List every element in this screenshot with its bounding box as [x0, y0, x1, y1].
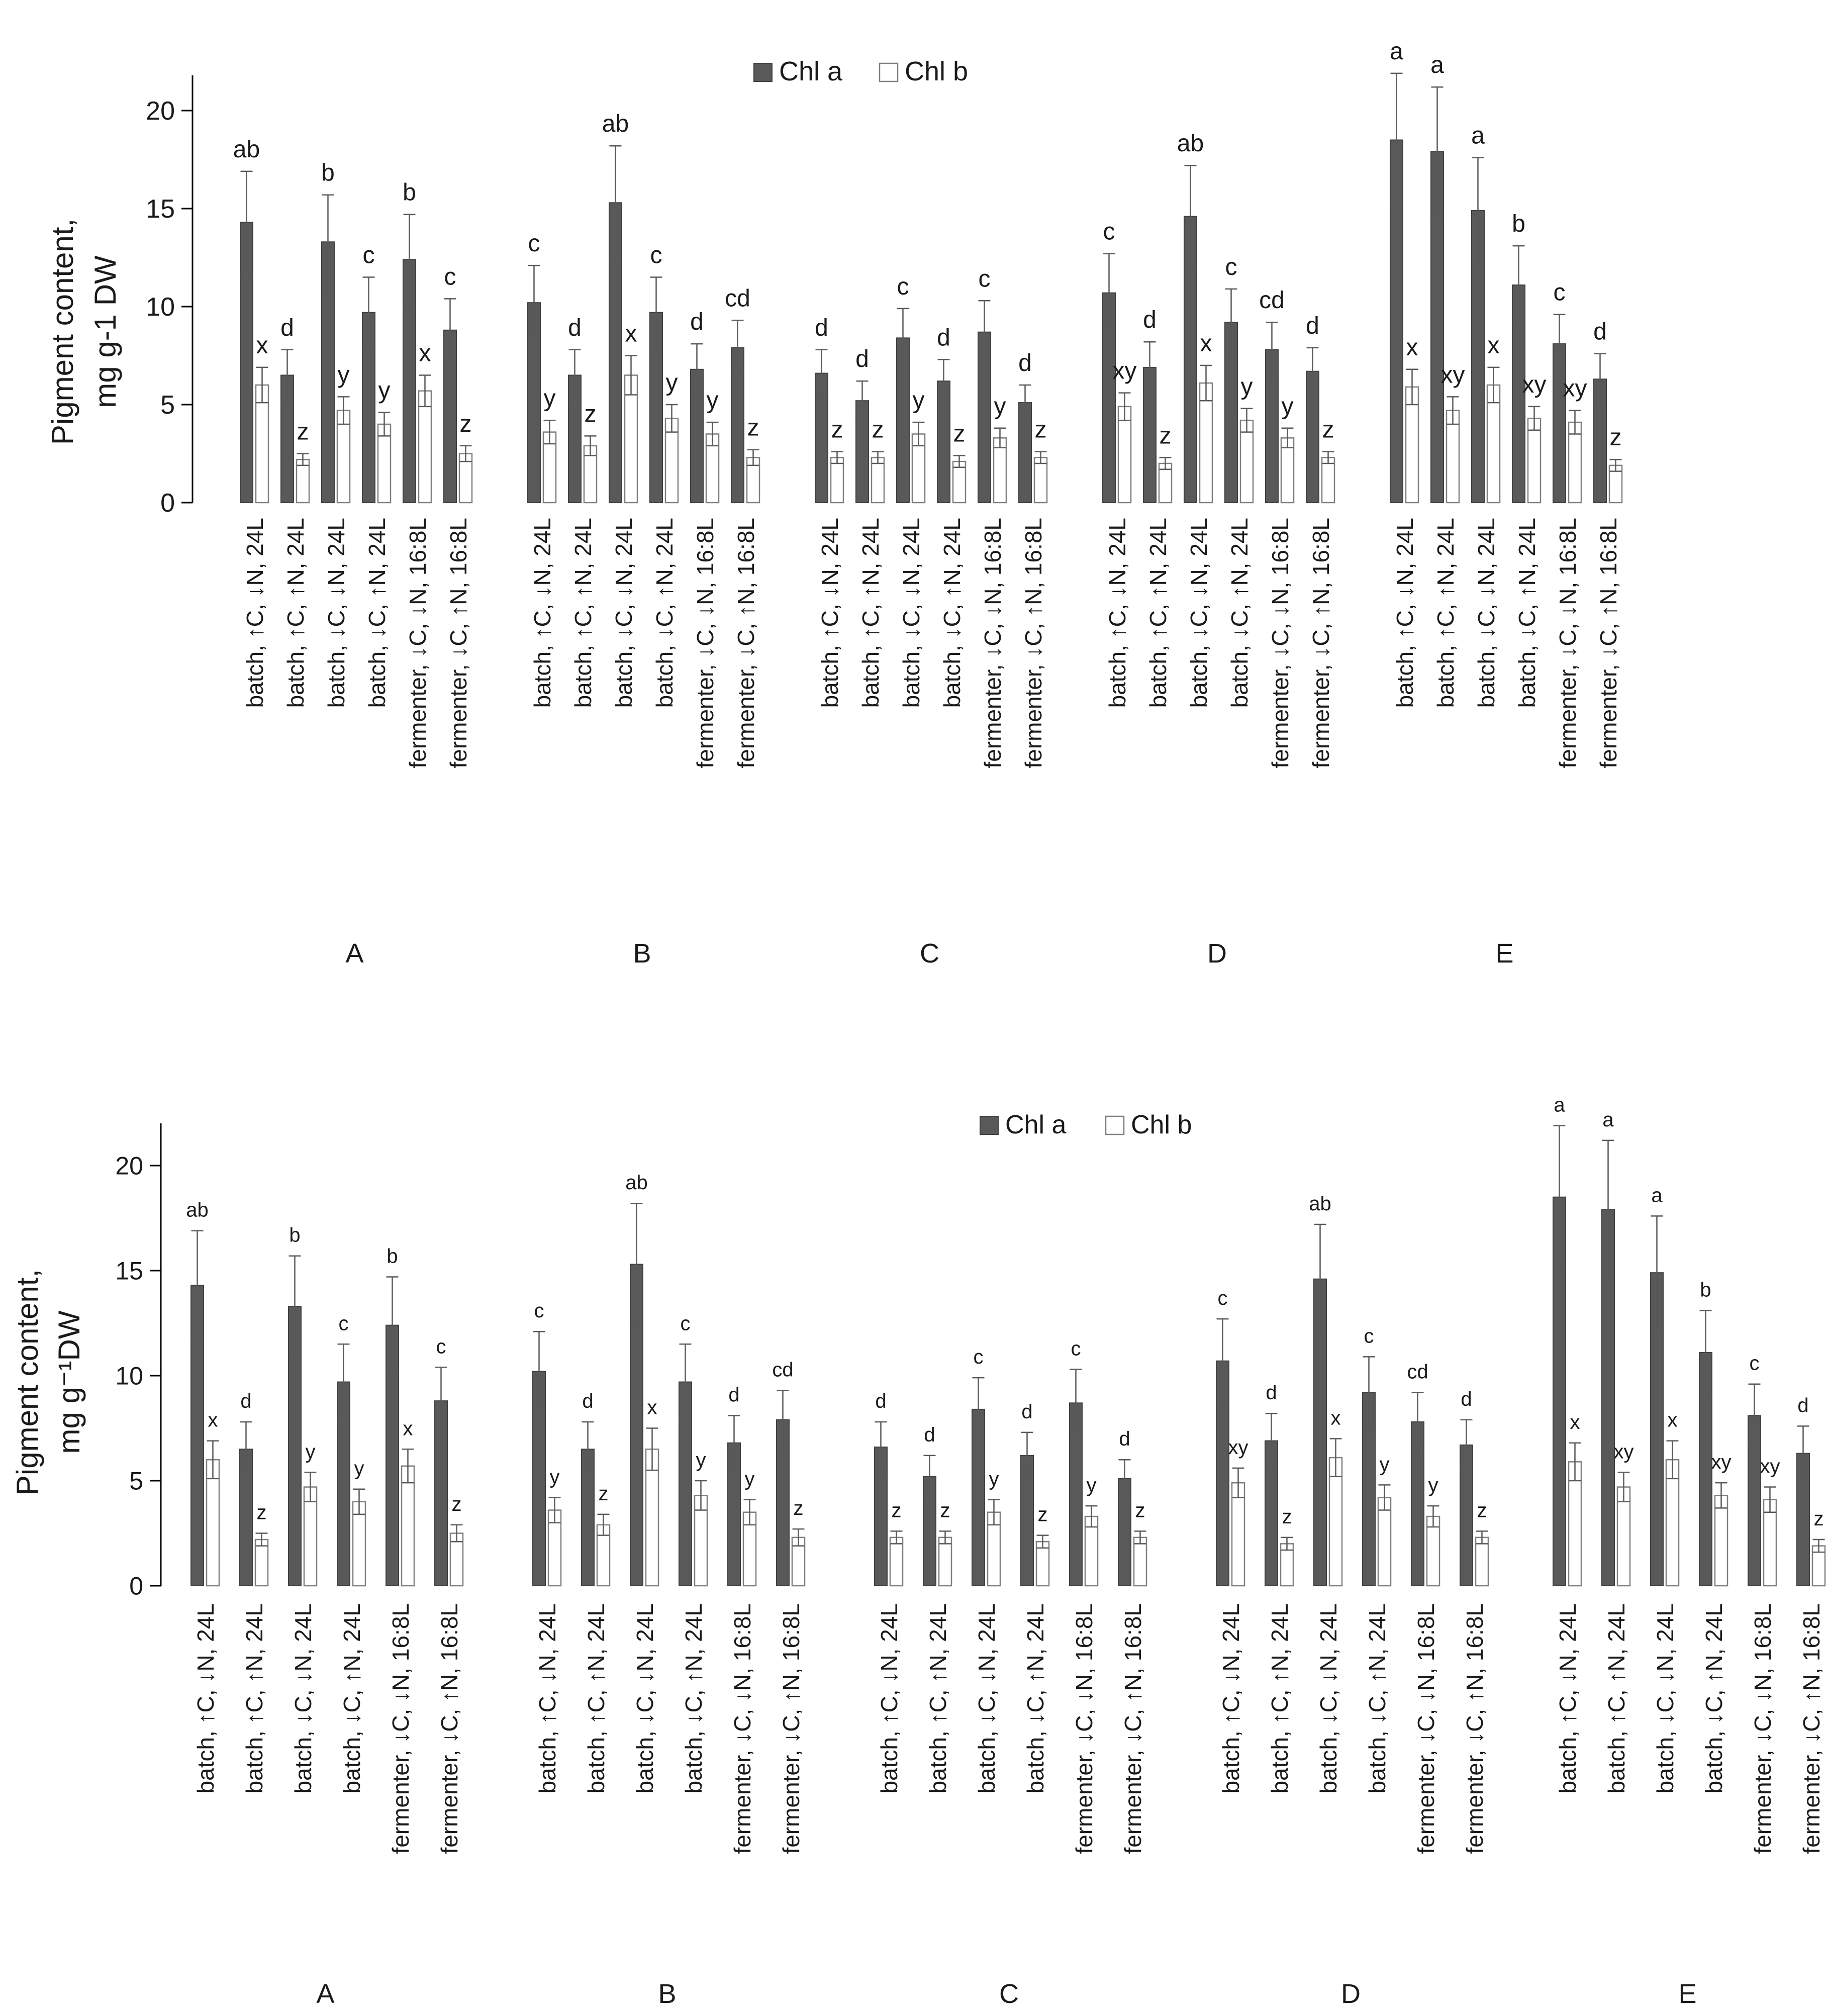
category-label: batch, ↓C, ↑N, 24L — [651, 518, 678, 708]
sig-label-chl-a: c — [1103, 218, 1115, 245]
sig-label-chl-a: d — [1593, 318, 1607, 345]
sig-label-chl-b: y — [549, 1466, 560, 1488]
group-label: C — [920, 938, 939, 969]
group-label: E — [1495, 938, 1514, 969]
sig-label-chl-b: x — [1406, 334, 1418, 361]
sig-label-chl-a: c — [650, 242, 662, 269]
sig-label-chl-a: c — [680, 1312, 691, 1335]
y-tick-label: 20 — [115, 1151, 143, 1180]
sig-label-chl-b: z — [953, 420, 966, 447]
sig-label-chl-b: y — [696, 1449, 706, 1471]
sig-label-chl-a: c — [973, 1346, 984, 1369]
sig-label-chl-b: z — [256, 1501, 267, 1524]
y-tick-label: 10 — [115, 1362, 143, 1390]
sig-label-chl-a: d — [1143, 307, 1157, 334]
category-label: fermenter, ↓C, ↓N, 16:8L — [1750, 1603, 1776, 1854]
group-E — [1553, 1094, 1825, 2009]
sig-label-chl-a: c — [897, 273, 909, 300]
category-label: fermenter, ↓C, ↑N, 16:8L — [436, 1603, 462, 1854]
sig-label-chl-a: c — [362, 242, 375, 269]
sig-label-chl-a: ab — [1177, 130, 1204, 157]
sig-label-chl-b: z — [1037, 1503, 1048, 1526]
category-label: batch, ↓C, ↑N, 24L — [1364, 1603, 1390, 1794]
category-label: batch, ↓C, ↑N, 24L — [364, 518, 390, 708]
sig-label-chl-a: d — [690, 309, 704, 336]
group-label: E — [1678, 1979, 1697, 2009]
sig-label-chl-b: y — [337, 361, 350, 389]
sig-label-chl-a: b — [321, 159, 335, 186]
sig-label-chl-b: x — [1330, 1407, 1341, 1429]
legend — [754, 56, 968, 86]
sig-label-chl-b: y — [912, 387, 925, 414]
sig-label-chl-b: y — [1379, 1453, 1390, 1476]
sig-label-chl-a: a — [1554, 1094, 1565, 1116]
sig-label-chl-a: a — [1390, 38, 1403, 65]
category-label: batch, ↑C, ↑N, 24L — [583, 1603, 609, 1794]
category-label: batch, ↓C, ↓N, 24L — [1652, 1603, 1678, 1794]
category-label: batch, ↑C, ↓N, 24L — [242, 518, 268, 708]
group-C — [875, 1337, 1146, 2009]
category-label: batch, ↑C, ↑N, 24L — [282, 518, 309, 708]
bar-chl-b — [255, 1540, 268, 1586]
sig-label-chl-a: c — [1217, 1287, 1228, 1310]
sig-label-chl-b: xy — [1112, 357, 1137, 385]
sig-label-chl-a: cd — [772, 1359, 794, 1381]
category-label: fermenter, ↓C, ↓N, 16:8L — [729, 1603, 755, 1854]
sig-label-chl-b: x — [208, 1409, 218, 1431]
sig-label-chl-a: c — [1364, 1325, 1374, 1348]
y-tick-label: 10 — [146, 293, 175, 322]
sig-label-chl-b: x — [1200, 330, 1212, 357]
category-label: batch, ↑C, ↑N, 24L — [241, 1603, 267, 1794]
sig-label-chl-b: z — [1609, 424, 1622, 451]
category-label: fermenter, ↓C, ↑N, 16:8L — [733, 518, 759, 769]
sig-label-chl-b: z — [872, 416, 884, 443]
sig-label-chl-b: z — [1159, 422, 1172, 449]
sig-label-chl-a: d — [280, 314, 294, 341]
category-label: fermenter, ↓C, ↑N, 16:8L — [445, 518, 471, 769]
sig-label-chl-b: xy — [1563, 375, 1587, 402]
category-label: batch, ↑C, ↑N, 24L — [925, 1603, 951, 1794]
sig-label-chl-b: y — [305, 1441, 316, 1463]
legend-label-chl-b: Chl b — [905, 56, 969, 86]
category-label: batch, ↑C, ↓N, 24L — [1555, 1603, 1581, 1794]
category-label: fermenter, ↓C, ↓N, 16:8L — [1071, 1603, 1097, 1854]
category-label: fermenter, ↓C, ↓N, 16:8L — [388, 1603, 414, 1854]
category-label: batch, ↑C, ↑N, 24L — [1267, 1603, 1293, 1794]
sig-label-chl-b: y — [989, 1468, 999, 1490]
category-label: fermenter, ↓C, ↑N, 16:8L — [778, 1603, 804, 1854]
sig-label-chl-a: ab — [1309, 1193, 1331, 1215]
bar-chl-b — [1528, 418, 1541, 503]
category-label: batch, ↓C, ↓N, 24L — [632, 1603, 658, 1794]
category-label: batch, ↓C, ↓N, 24L — [898, 518, 924, 708]
category-label: batch, ↑C, ↓N, 24L — [817, 518, 843, 708]
sig-label-chl-a: c — [1553, 279, 1566, 306]
group-D — [1216, 1193, 1488, 2009]
sig-label-chl-b: xy — [1613, 1441, 1634, 1463]
legend-swatch-chl-b — [880, 63, 898, 81]
sig-label-chl-a: ab — [602, 111, 629, 138]
sig-label-chl-b: z — [584, 401, 597, 428]
sig-label-chl-a: ab — [625, 1172, 648, 1194]
category-label: batch, ↓C, ↓N, 24L — [323, 518, 349, 708]
legend-label-chl-b: Chl b — [1131, 1110, 1192, 1139]
sig-label-chl-a: d — [875, 1390, 887, 1412]
category-label: batch, ↓C, ↑N, 24L — [1022, 1603, 1048, 1794]
sig-label-chl-b: y — [1428, 1474, 1438, 1497]
sig-label-chl-a: d — [937, 324, 950, 351]
sig-label-chl-a: a — [1430, 52, 1444, 79]
sig-label-chl-b: y — [1086, 1474, 1097, 1497]
sig-label-chl-a: d — [1018, 350, 1032, 376]
sig-label-chl-b: z — [459, 410, 472, 437]
category-label: fermenter, ↓C, ↑N, 16:8L — [1120, 1603, 1146, 1854]
group-label: A — [316, 1979, 335, 2009]
bar-chl-b — [1118, 407, 1131, 503]
bar-chl-b — [1715, 1495, 1727, 1586]
bar-chl-b — [419, 391, 431, 503]
category-label: batch, ↓C, ↑N, 24L — [939, 518, 965, 708]
sig-label-chl-b: z — [831, 416, 843, 443]
category-label: batch, ↑C, ↓N, 24L — [1104, 518, 1130, 708]
category-label: batch, ↑C, ↑N, 24L — [1603, 1603, 1629, 1794]
sig-label-chl-a: c — [444, 263, 456, 291]
sig-label-chl-a: a — [1471, 122, 1485, 149]
bar-chl-b — [1232, 1483, 1244, 1586]
sig-label-chl-b: z — [891, 1499, 902, 1522]
category-label: fermenter, ↓C, ↑N, 16:8L — [1308, 518, 1334, 769]
category-label: fermenter, ↓C, ↑N, 16:8L — [1798, 1603, 1824, 1854]
bar-chl-b — [1322, 457, 1334, 503]
group-A — [186, 1199, 463, 2009]
category-label: batch, ↑C, ↓N, 24L — [534, 1603, 560, 1794]
y-axis-label: Pigment content, — [46, 218, 79, 445]
sig-label-chl-b: xy — [1440, 361, 1465, 389]
legend-label-chl-a: Chl a — [1005, 1110, 1067, 1139]
group-B — [533, 1172, 805, 2009]
category-label: batch, ↓C, ↑N, 24L — [339, 1603, 365, 1794]
category-label: batch, ↑C, ↑N, 24L — [1432, 518, 1459, 708]
category-label: batch, ↓C, ↑N, 24L — [1514, 518, 1540, 708]
sig-label-chl-b: z — [793, 1497, 804, 1520]
legend-swatch-chl-b — [1106, 1116, 1124, 1134]
category-label: fermenter, ↓C, ↓N, 16:8L — [692, 518, 718, 769]
legend-swatch-chl-a — [980, 1116, 998, 1134]
sig-label-chl-b: y — [1281, 393, 1294, 420]
sig-label-chl-a: d — [1021, 1400, 1033, 1423]
sig-label-chl-b: y — [354, 1457, 364, 1480]
sig-label-chl-a: d — [568, 314, 582, 341]
category-label: batch, ↓C, ↑N, 24L — [1701, 1603, 1727, 1794]
sig-label-chl-b: x — [403, 1417, 413, 1440]
sig-label-chl-b: xy — [1711, 1451, 1732, 1474]
sig-label-chl-a: ab — [186, 1199, 209, 1221]
category-label: fermenter, ↓C, ↓N, 16:8L — [1267, 518, 1293, 769]
category-label: fermenter, ↓C, ↓N, 16:8L — [1555, 518, 1581, 769]
sig-label-chl-a: ab — [233, 136, 260, 163]
sig-label-chl-a: d — [815, 314, 828, 341]
category-label: batch, ↓C, ↓N, 24L — [1315, 1603, 1341, 1794]
sig-label-chl-b: y — [994, 393, 1006, 420]
y-axis-label-unit: mg g-1 DW — [88, 255, 122, 408]
category-label: fermenter, ↓C, ↑N, 16:8L — [1595, 518, 1621, 769]
sig-label-chl-a: d — [1797, 1394, 1809, 1417]
category-label: fermenter, ↓C, ↑N, 16:8L — [1462, 1603, 1488, 1854]
sig-label-chl-b: x — [419, 340, 431, 367]
sig-label-chl-a: cd — [725, 285, 750, 312]
y-tick-label: 5 — [160, 391, 175, 420]
chart-top — [46, 38, 1622, 969]
category-label: fermenter, ↓C, ↓N, 16:8L — [405, 518, 431, 769]
group-label: D — [1207, 938, 1227, 969]
category-label: fermenter, ↓C, ↓N, 16:8L — [1413, 1603, 1439, 1854]
category-label: batch, ↓C, ↓N, 24L — [974, 1603, 1000, 1794]
sig-label-chl-b: x — [1570, 1411, 1580, 1433]
y-tick-label: 0 — [129, 1572, 143, 1600]
sig-label-chl-b: z — [1135, 1499, 1145, 1522]
legend-label-chl-a: Chl a — [779, 56, 843, 86]
sig-label-chl-a: d — [1119, 1428, 1130, 1451]
bar-chl-b — [1034, 457, 1047, 503]
category-label: batch, ↓C, ↑N, 24L — [1226, 518, 1253, 708]
category-label: batch, ↑C, ↑N, 24L — [857, 518, 884, 708]
sig-label-chl-a: c — [1225, 253, 1237, 280]
category-label: batch, ↑C, ↓N, 24L — [529, 518, 555, 708]
sig-label-chl-b: y — [665, 369, 678, 396]
sig-label-chl-b: z — [451, 1493, 462, 1515]
sig-label-chl-b: xy — [1522, 371, 1547, 398]
sig-label-chl-b: x — [647, 1396, 657, 1419]
sig-label-chl-b: xy — [1228, 1436, 1248, 1459]
category-label: batch, ↓C, ↓N, 24L — [290, 1603, 316, 1794]
category-label: batch, ↑C, ↓N, 24L — [1392, 518, 1418, 708]
sig-label-chl-b: y — [706, 387, 719, 414]
bar-chl-b — [402, 1466, 414, 1586]
sig-label-chl-b: x — [1487, 332, 1500, 359]
sig-label-chl-a: d — [240, 1390, 252, 1412]
sig-label-chl-b: x — [625, 320, 637, 347]
group-C — [815, 265, 1047, 969]
sig-label-chl-a: b — [387, 1245, 398, 1268]
sig-label-chl-b: z — [1034, 416, 1047, 443]
category-label: batch, ↑C, ↓N, 24L — [193, 1603, 219, 1794]
sig-label-chl-b: y — [1240, 373, 1253, 400]
bar-chl-b — [872, 457, 884, 503]
y-axis-label: Pigment content, — [11, 1269, 44, 1496]
sig-label-chl-a: d — [582, 1390, 594, 1412]
group-label: B — [658, 1979, 677, 2009]
sig-label-chl-b: x — [256, 332, 268, 359]
category-label: batch, ↑C, ↑N, 24L — [1145, 518, 1171, 708]
category-label: batch, ↓C, ↓N, 24L — [1186, 518, 1212, 708]
group-label: D — [1341, 1979, 1361, 2009]
sig-label-chl-a: c — [528, 230, 540, 257]
y-tick-label: 15 — [115, 1257, 143, 1285]
legend-swatch-chl-a — [754, 63, 772, 81]
bar-chl-b — [831, 457, 843, 503]
bar-chl-b — [890, 1538, 903, 1586]
sig-label-chl-a: d — [1461, 1388, 1472, 1410]
sig-label-chl-a: d — [1306, 312, 1319, 339]
sig-label-chl-a: c — [1749, 1352, 1760, 1375]
y-tick-label: 15 — [146, 195, 175, 224]
sig-label-chl-a: c — [338, 1312, 349, 1335]
bar-chl-b — [939, 1538, 951, 1586]
category-label: batch, ↓C, ↓N, 24L — [1473, 518, 1499, 708]
sig-label-chl-b: xy — [1760, 1455, 1780, 1478]
sig-label-chl-b: z — [1322, 416, 1334, 443]
bar-chl-b — [1378, 1497, 1391, 1586]
y-tick-label: 20 — [146, 97, 175, 126]
group-B — [528, 111, 759, 969]
category-label: batch, ↑C, ↓N, 24L — [1218, 1603, 1244, 1794]
sig-label-chl-b: z — [598, 1482, 609, 1505]
sig-label-chl-a: d — [924, 1423, 935, 1446]
y-tick-label: 5 — [129, 1467, 143, 1495]
sig-label-chl-a: c — [978, 265, 991, 293]
category-label: fermenter, ↓C, ↑N, 16:8L — [1020, 518, 1046, 769]
sig-label-chl-a: b — [403, 179, 416, 206]
bar-chl-b — [1134, 1538, 1146, 1586]
sig-label-chl-a: c — [436, 1335, 446, 1358]
sig-label-chl-a: c — [1071, 1337, 1081, 1360]
sig-label-chl-b: y — [744, 1468, 755, 1490]
sig-label-chl-b: z — [747, 414, 759, 441]
chart-bottom — [11, 1094, 1825, 2009]
sig-label-chl-a: c — [534, 1300, 544, 1322]
sig-label-chl-b: y — [378, 377, 391, 404]
sig-label-chl-b: z — [1477, 1499, 1487, 1522]
sig-label-chl-a: b — [1512, 211, 1525, 238]
category-label: batch, ↓C, ↓N, 24L — [611, 518, 637, 708]
sig-label-chl-a: d — [855, 346, 869, 373]
y-tick-label: 0 — [160, 489, 175, 518]
group-D — [1103, 130, 1334, 969]
category-label: fermenter, ↓C, ↓N, 16:8L — [980, 518, 1006, 769]
group-label: C — [999, 1979, 1019, 2009]
sig-label-chl-a: cd — [1259, 287, 1285, 314]
group-E — [1390, 38, 1622, 969]
sig-label-chl-b: x — [1667, 1409, 1678, 1431]
y-axis-label-unit: mg g⁻¹DW — [52, 1310, 86, 1454]
sig-label-chl-a: a — [1602, 1108, 1614, 1131]
sig-label-chl-b: z — [297, 418, 309, 445]
legend — [980, 1110, 1192, 1139]
sig-label-chl-a: b — [1700, 1279, 1711, 1301]
sig-label-chl-a: b — [289, 1224, 301, 1246]
category-label: batch, ↓C, ↑N, 24L — [681, 1603, 707, 1794]
sig-label-chl-a: d — [728, 1384, 740, 1406]
group-A — [233, 136, 472, 969]
sig-label-chl-a: d — [1266, 1382, 1277, 1404]
sig-label-chl-b: z — [1813, 1508, 1824, 1530]
group-label: A — [345, 938, 364, 969]
sig-label-chl-b: z — [940, 1499, 950, 1522]
sig-label-chl-b: z — [1282, 1505, 1292, 1528]
sig-label-chl-a: cd — [1407, 1361, 1428, 1383]
bar-chl-b — [1476, 1538, 1488, 1586]
category-label: batch, ↑C, ↓N, 24L — [876, 1603, 902, 1794]
group-label: B — [633, 938, 651, 969]
category-label: batch, ↑C, ↑N, 24L — [570, 518, 596, 708]
sig-label-chl-b: y — [543, 385, 556, 412]
sig-label-chl-a: a — [1651, 1184, 1663, 1207]
